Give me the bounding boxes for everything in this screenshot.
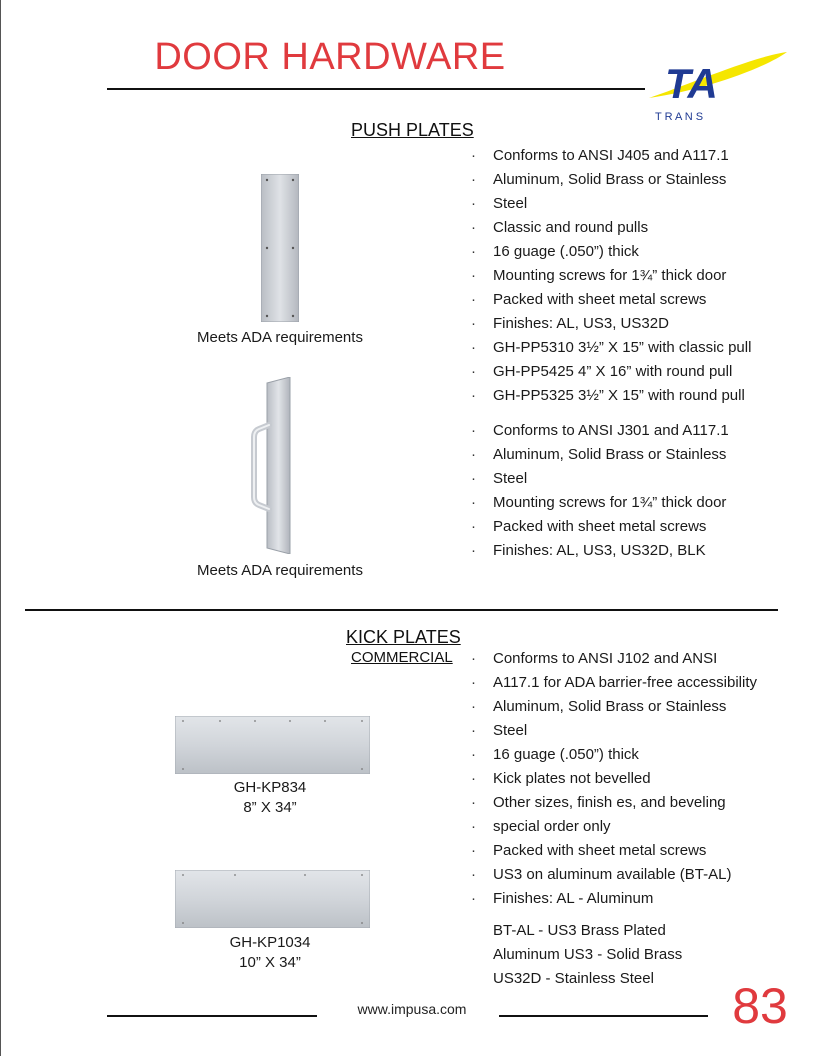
page-title: DOOR HARDWARE [154, 36, 506, 78]
kick-plate-size: 8” X 34” [243, 799, 297, 816]
footer-rule-left [107, 1015, 317, 1017]
ta-trans-logo [645, 46, 795, 126]
feature-item: · GH-PP5310 3½” X 15” with classic pull [471, 336, 751, 360]
feature-item: · 16 guage (.050”) thick [471, 240, 751, 264]
feature-item: · GH-PP5425 4” X 16” with round pull [471, 360, 751, 384]
feature-item: · Other sizes, finish es, and beveling [471, 791, 757, 815]
feature-item: · Conforms to ANSI J102 and ANSI [471, 647, 757, 671]
feature-item: · Finishes: AL, US3, US32D, BLK [471, 539, 729, 563]
feature-item: · special order only [471, 815, 757, 839]
feature-item: · Aluminum, Solid Brass or Stainless [471, 443, 729, 467]
kick-plate-size: 10” X 34” [239, 954, 301, 971]
push-plate-features [471, 144, 751, 408]
logo-subtext: T R A N S [655, 111, 704, 123]
page-left-border [0, 0, 1, 1056]
finish-note: US32D - Stainless Steel [493, 970, 654, 987]
finish-notes [493, 919, 682, 991]
feature-item: · Packed with sheet metal screws [471, 515, 729, 539]
feature-item: · Classic and round pulls [471, 216, 751, 240]
kick-plate-model: GH-KP834 [233, 779, 307, 796]
push-plates-title: PUSH PLATES [351, 120, 474, 140]
pull-plate-image [250, 377, 295, 559]
header-rule [107, 88, 645, 90]
feature-item: · Steel [471, 467, 729, 491]
feature-item: · Steel [471, 719, 757, 743]
page-number: 83 [732, 978, 788, 1034]
pull-plate-features [471, 419, 729, 563]
kick-plates-title: KICK PLATES [346, 627, 461, 647]
kick-plate-caption [170, 933, 370, 973]
kick-plate-features [471, 647, 757, 911]
feature-item: · Kick plates not bevelled [471, 767, 757, 791]
feature-item: · GH-PP5325 3½” X 15” with round pull [471, 384, 751, 408]
feature-item: · Aluminum, Solid Brass or Stainless [471, 695, 757, 719]
feature-item: · Steel [471, 192, 751, 216]
push-plate-caption: Meets ADA requirements [197, 329, 363, 346]
kick-plates-subtitle: COMMERCIAL [351, 649, 453, 666]
feature-item: · Finishes: AL - Aluminum [471, 887, 757, 911]
feature-item: · US3 on aluminum available (BT-AL) [471, 863, 757, 887]
feature-item: · Mounting screws for 1¾” thick door [471, 491, 729, 515]
feature-item: · Conforms to ANSI J405 and A117.1 [471, 144, 751, 168]
feature-item: · A117.1 for ADA barrier-free accessibility [471, 671, 757, 695]
kick-plate-image [175, 870, 370, 933]
finish-note: BT-AL - US3 Brass Plated [493, 922, 666, 939]
pull-plate-caption: Meets ADA requirements [197, 562, 363, 579]
feature-item: · Packed with sheet metal screws [471, 839, 757, 863]
footer-url[interactable]: www.impusa.com [357, 1001, 467, 1017]
feature-item: · Mounting screws for 1¾” thick door [471, 264, 751, 288]
section-divider [25, 609, 778, 611]
feature-item: · Conforms to ANSI J301 and A117.1 [471, 419, 729, 443]
feature-item: · Aluminum, Solid Brass or Stainless [471, 168, 751, 192]
feature-item: · Packed with sheet metal screws [471, 288, 751, 312]
feature-item: · Finishes: AL, US3, US32D [471, 312, 751, 336]
kick-plate-image [175, 716, 370, 779]
footer-rule-right [499, 1015, 708, 1017]
logo-letters: TA [665, 60, 718, 107]
logo-graphic [645, 46, 795, 126]
kick-plate-caption [170, 778, 370, 818]
kick-plate-model: GH-KP1034 [229, 934, 311, 951]
push-plate-image [261, 174, 299, 327]
finish-note: Aluminum US3 - Solid Brass [493, 946, 683, 963]
feature-item: · 16 guage (.050”) thick [471, 743, 757, 767]
